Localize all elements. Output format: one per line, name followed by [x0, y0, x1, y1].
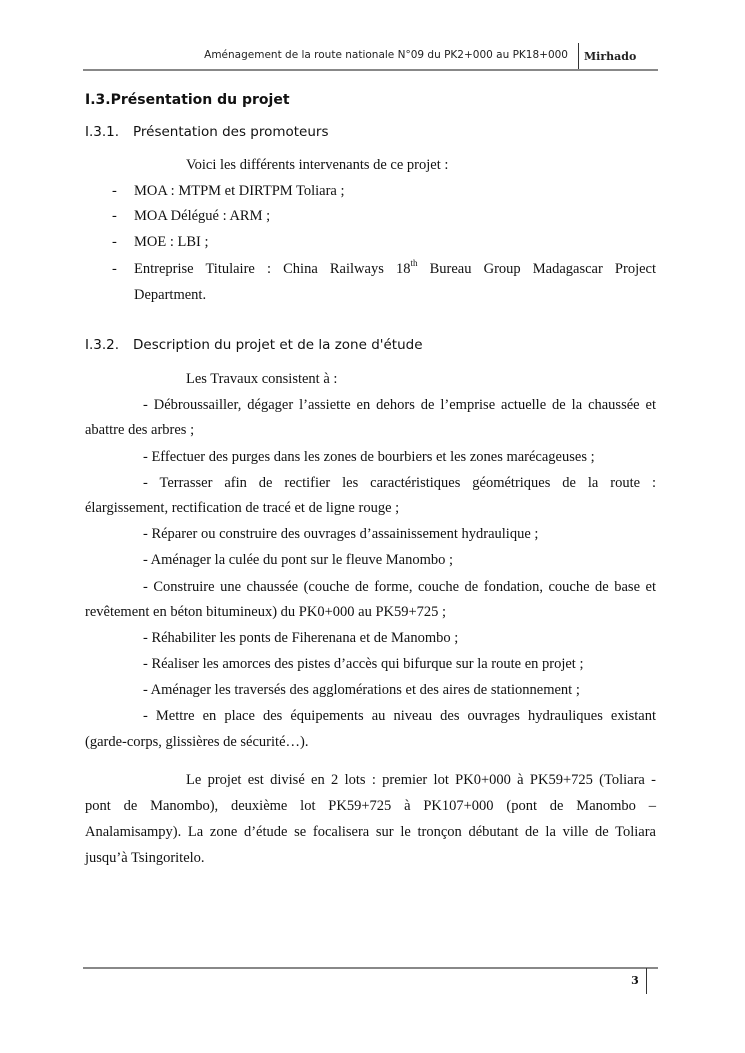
- list-bullet: -: [112, 183, 117, 199]
- lots-paragraph-line: Le projet est divisé en 2 lots : premier lot PK0+000 à PK59+725 (Toliara -: [186, 772, 656, 788]
- running-header-title: Aménagement de la route nationale N°09 du PK2+000 au PK18+000: [204, 49, 568, 61]
- work-item: - Aménager les traversés des agglomérations et des aires de stationnement ;: [143, 682, 580, 698]
- promoters-intro: Voici les différents intervenants de ce projet :: [186, 157, 449, 173]
- page-number: 3: [631, 974, 639, 987]
- lots-paragraph-line: jusqu’à Tsingoritelo.: [85, 850, 205, 866]
- subsection-title: Présentation des promoteurs: [133, 124, 329, 140]
- work-item: - Effectuer des purges dans les zones de bourbiers et les zones marécageuses ;: [143, 449, 595, 465]
- ordinal-superscript: th: [410, 258, 418, 268]
- list-bullet: -: [112, 208, 117, 224]
- work-item-continuation: élargissement, rectification de tracé et de ligne rouge ;: [85, 500, 400, 516]
- work-item: - Réaliser les amorces des pistes d’accès qui bifurque sur la route en projet ;: [143, 656, 584, 672]
- list-bullet: -: [112, 261, 117, 277]
- section-number: I.3.: [85, 92, 111, 108]
- header-rule: [83, 69, 658, 71]
- list-item-text: Entreprise Titulaire : China Railways 18: [134, 261, 411, 277]
- list-item: MOA : MTPM et DIRTPM Toliara ;: [134, 183, 345, 199]
- subsection-number: I.3.2.: [85, 337, 120, 353]
- running-header-author: Mirhado: [584, 50, 637, 63]
- list-item-text: Bureau Group Madagascar Project: [417, 261, 656, 277]
- work-item-continuation: revêtement en béton bitumineux) du PK0+000 au PK59+725 ;: [85, 604, 447, 620]
- work-item-continuation: abattre des arbres ;: [85, 422, 195, 438]
- lots-paragraph-line: pont de Manombo), deuxième lot PK59+725 à PK107+000 (pont de Manombo –: [85, 798, 656, 814]
- list-item: MOE : LBI ;: [134, 234, 209, 250]
- work-item: - Terrasser afin de rectifier les caractéristiques géométriques de la route :: [143, 475, 656, 491]
- work-item-continuation: (garde-corps, glissières de sécurité…).: [85, 734, 309, 750]
- section-heading: [85, 92, 290, 108]
- work-item: - Réhabiliter les ponts de Fiherenana et de Manombo ;: [143, 630, 459, 646]
- section-title: Présentation du projet: [110, 92, 290, 108]
- work-item: - Construire une chaussée (couche de forme, couche de fondation, couche de base et: [143, 579, 656, 595]
- list-item: MOA Délégué : ARM ;: [134, 208, 271, 224]
- works-intro: Les Travaux consistent à :: [186, 371, 338, 387]
- work-item: - Débroussailler, dégager l’assiette en dehors de l’emprise actuelle de la chaussée et: [143, 397, 656, 413]
- work-item: - Mettre en place des équipements au niveau des ouvrages hydrauliques existant: [143, 708, 656, 724]
- subsection-title: Description du projet et de la zone d'étude: [133, 337, 423, 353]
- subsection-number: I.3.1.: [85, 124, 120, 140]
- header-divider: [578, 43, 579, 69]
- footer-divider: [646, 968, 647, 994]
- work-item: - Réparer ou construire des ouvrages d’assainissement hydraulique ;: [143, 526, 539, 542]
- list-bullet: -: [112, 234, 117, 250]
- work-item: - Aménager la culée du pont sur le fleuve Manombo ;: [143, 552, 454, 568]
- lots-paragraph-line: Analamisampy). La zone d’étude se focalisera sur le tronçon débutant de la ville de Toliara: [85, 824, 656, 840]
- list-item-continuation: Department.: [134, 287, 207, 303]
- list-item: [134, 259, 656, 279]
- footer-rule: [83, 967, 658, 969]
